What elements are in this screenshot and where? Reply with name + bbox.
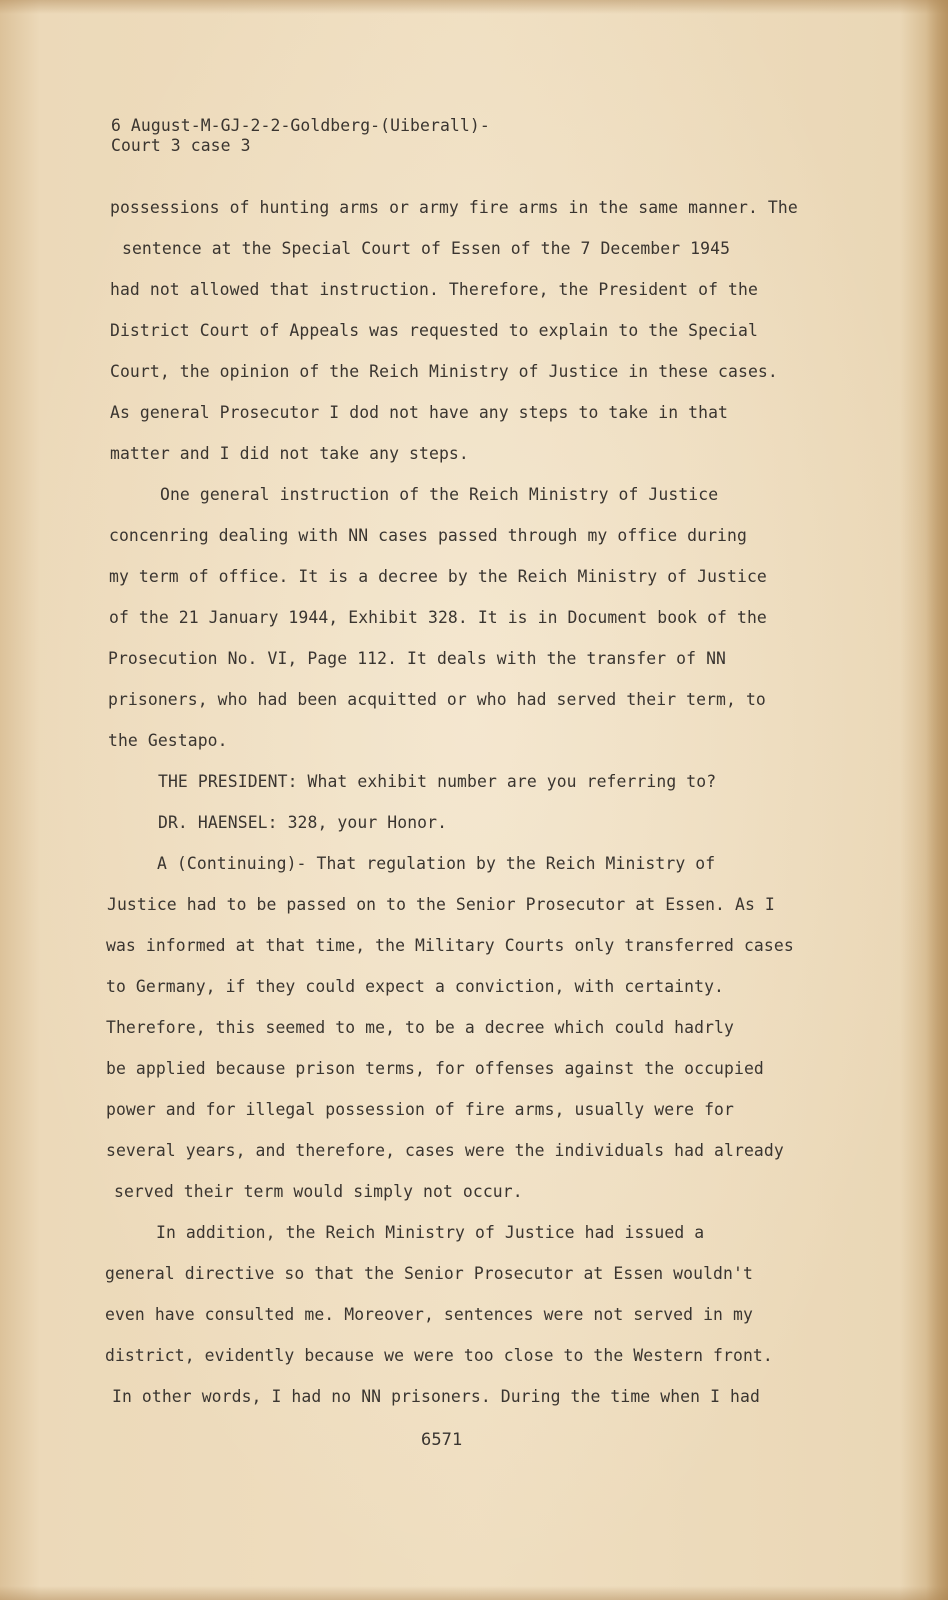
body-line: sentence at the Special Court of Essen of the 7 December 1945 (122, 239, 731, 258)
body-line: As general Prosecutor I dod not have any steps to take in that (110, 403, 729, 422)
body-line: A (Continuing)- That regulation by the Reich Ministry of (157, 854, 716, 873)
body-line: even have consulted me. Moreover, sentences were not served in my (105, 1305, 753, 1324)
body-line: In addition, the Reich Ministry of Justice had issued a (156, 1223, 705, 1242)
body-line: general directive so that the Senior Prosecutor at Essen wouldn't (105, 1264, 753, 1283)
header-line-1: 6 August-M-GJ-2-2-Goldberg-(Uiberall)- (111, 116, 490, 135)
paper-edge-right (926, 0, 948, 1600)
body-line: was informed at that time, the Military Courts only transferred cases (106, 936, 794, 955)
body-line: several years, and therefore, cases were the individuals had already (106, 1141, 784, 1160)
body-line: my term of office. It is a decree by the Reich Ministry of Justice (109, 567, 767, 586)
body-line: concenring dealing with NN cases passed through my office during (109, 526, 747, 545)
body-line: power and for illegal possession of fire arms, usually were for (106, 1100, 734, 1119)
body-line: matter and I did not take any steps. (110, 444, 469, 463)
body-line: Court, the opinion of the Reich Ministry of Justice in these cases. (110, 362, 778, 381)
body-line: of the 21 January 1944, Exhibit 328. It is in Document book of the (109, 608, 767, 627)
body-line: Therefore, this seemed to me, to be a decree which could hadrly (106, 1018, 734, 1037)
body-line: be applied because prison terms, for offenses against the occupied (106, 1059, 764, 1078)
body-line: possessions of hunting arms or army fire arms in the same manner. The (110, 198, 798, 217)
body-line: had not allowed that instruction. Therefore, the President of the (110, 280, 758, 299)
body-line: Justice had to be passed on to the Senior Prosecutor at Essen. As I (107, 895, 775, 914)
paper-edge-bottom (0, 1586, 948, 1600)
paper-edge-top (0, 0, 948, 14)
body-line: In other words, I had no NN prisoners. During the time when I had (112, 1387, 760, 1406)
body-line: prisoners, who had been acquitted or who had served their term, to (108, 690, 766, 709)
body-line: One general instruction of the Reich Ministry of Justice (160, 485, 719, 504)
page-number: 6571 (421, 1430, 463, 1450)
body-line: DR. HAENSEL: 328, your Honor. (158, 813, 448, 832)
body-line: district, evidently because we were too close to the Western front. (105, 1346, 773, 1365)
header-line-2: Court 3 case 3 (111, 136, 251, 155)
body-line: to Germany, if they could expect a conviction, with certainty. (106, 977, 725, 996)
body-line: Prosecution No. VI, Page 112. It deals with the transfer of NN (108, 649, 727, 668)
body-line: the Gestapo. (108, 731, 228, 750)
body-line: served their term would simply not occur. (114, 1182, 523, 1201)
body-line: District Court of Appeals was requested to explain to the Special (110, 321, 758, 340)
body-line: THE PRESIDENT: What exhibit number are you referring to? (158, 772, 717, 791)
